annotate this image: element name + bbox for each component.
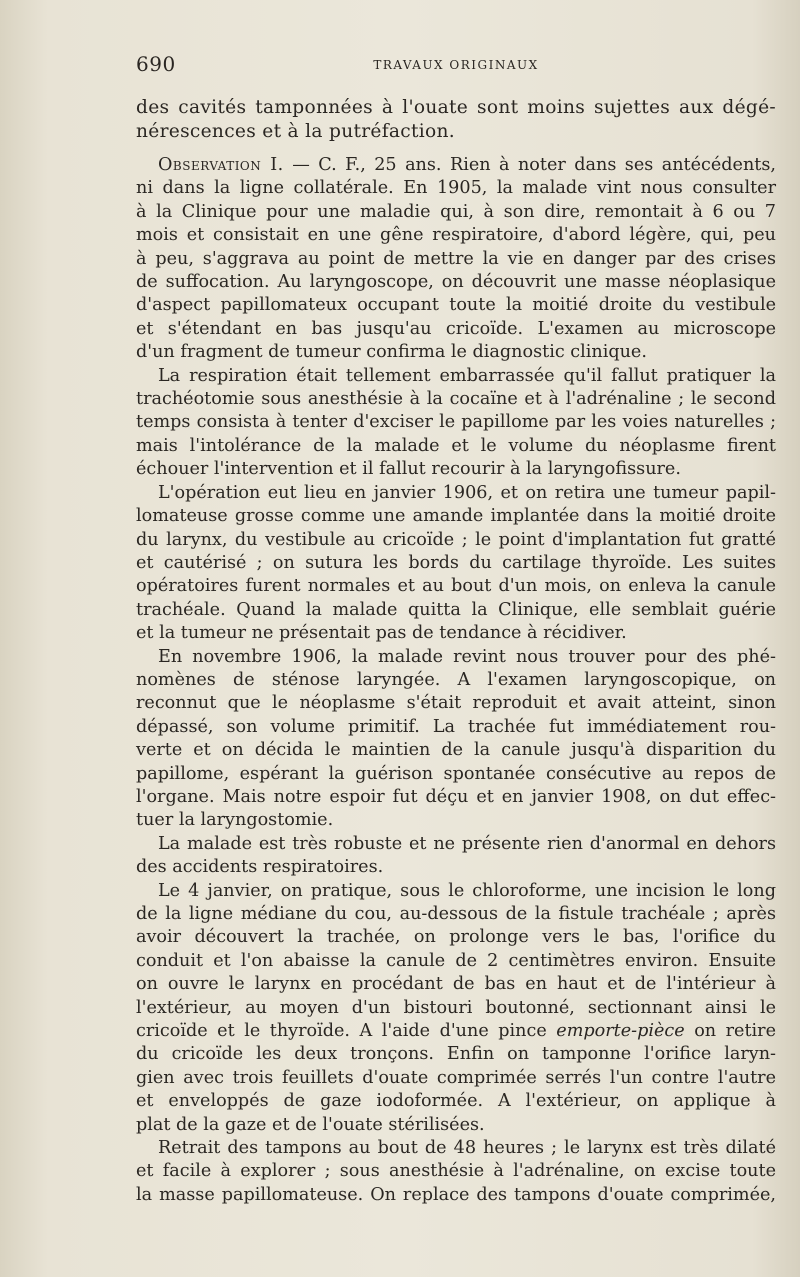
- text-line: des accidents respiratoires.: [136, 857, 384, 878]
- text-line: L'opération eut lieu en janvier 1906, et on retira une tumeur papil-: [158, 482, 776, 503]
- text-line: trachéotomie sous anesthésie à la cocaïne et à l'adrénaline ; le second: [136, 389, 776, 410]
- text-line: des cavités tamponnées à l'ouate sont moins sujettes aux dégé-: [136, 97, 776, 118]
- text-line: et cautérisé ; on sutura les bords du cartilage thyroïde. Les suites: [136, 552, 776, 573]
- text-line: et la tumeur ne présentait pas de tendance à récidiver.: [136, 623, 627, 644]
- text-line: [136, 1020, 776, 1043]
- text-line: et s'étendant en bas jusqu'au cricoïde. L'examen au microscope: [136, 318, 776, 339]
- text-line: verte et on décida le maintien de la canule jusqu'à disparition du: [136, 740, 776, 761]
- text-line: du larynx, du vestibule au cricoïde ; le point d'implantation fut gratté: [136, 529, 776, 550]
- page-body: [136, 96, 776, 1207]
- text-line: plat de la gaze et de l'ouate stérilisées.: [136, 1114, 485, 1135]
- text-line: l'organe. Mais notre espoir fut déçu et en janvier 1908, on dut effec-: [136, 786, 776, 807]
- running-title: TRAVAUX ORIGINAUX: [373, 58, 539, 72]
- text-line: échouer l'intervention et il fallut recourir à la laryngofissure.: [136, 459, 681, 480]
- text-line: et enveloppés de gaze iodoformée. A l'extérieur, on applique à: [136, 1091, 776, 1112]
- text-line: nérescences et à la putréfaction.: [136, 121, 456, 142]
- page-header: [136, 52, 776, 82]
- text-line: mais l'intolérance de la malade et le volume du néoplasme firent: [136, 435, 776, 456]
- text-line: dépassé, son volume primitif. La trachée fut immédiatement rou-: [136, 716, 776, 737]
- text-line: d'aspect papillomateux occupant toute la moitié droite du vestibule: [136, 295, 776, 316]
- text-line: ni dans la ligne collatérale. En 1905, la malade vint nous consulter: [136, 178, 776, 199]
- text-line: du cricoïde les deux tronçons. Enfin on tamponne l'orifice laryn-: [136, 1044, 776, 1065]
- text-line: opératoires furent normales et au bout d'un mois, on enleva la canule: [136, 576, 776, 597]
- text-span: cricoïde et le thyroïde. A l'aide d'une pince: [136, 1021, 557, 1042]
- text-line: gien avec trois feuillets d'ouate comprimée serrés l'un contre l'autre: [136, 1067, 776, 1088]
- text-line: lomateuse grosse comme une amande implantée dans la moitié droite: [136, 506, 776, 527]
- text-line: trachéale. Quand la malade quitta la Clinique, elle semblait guérie: [136, 599, 776, 620]
- text-line: temps consista à tenter d'exciser le papillome par les voies naturelles ;: [136, 412, 776, 433]
- text-line: La malade est très robuste et ne présente rien d'anormal en dehors: [158, 833, 776, 854]
- text-line: papillome, espérant la guérison spontanée consécutive au repos de: [136, 763, 776, 784]
- text-line: de la ligne médiane du cou, au-dessous de la fistule trachéale ; après: [136, 904, 776, 924]
- page-number: 690: [136, 52, 176, 76]
- text-line: à peu, s'aggrava au point de mettre la vie en danger par des crises: [136, 248, 776, 269]
- text-line: tuer la laryngostomie.: [136, 810, 334, 831]
- italic-term: emporte-pièce: [556, 1021, 685, 1042]
- text-line: d'un fragment de tumeur confirma le diagnostic clinique.: [136, 342, 647, 363]
- text-line: à la Clinique pour une maladie qui, à son dire, remontait à 6 ou 7: [136, 201, 776, 222]
- text-line: conduit et l'on abaisse la canule de 2 centimètres environ. Ensuite: [136, 950, 776, 971]
- text-line: Retrait des tampons au bout de 48 heures ; le larynx est très dilaté: [158, 1138, 776, 1159]
- text-line: La respiration était tellement embarrassée qu'il fallut pratiquer la: [158, 365, 776, 386]
- observation-label: Observation I.: [158, 155, 284, 175]
- text-span: on retire: [684, 1021, 776, 1042]
- text-line: l'extérieur, au moyen d'un bistouri boutonné, sectionnant ainsi le: [136, 997, 776, 1018]
- text-line: [136, 154, 776, 177]
- text-line: et facile à explorer ; sous anesthésie à l'adrénaline, on excise toute: [136, 1161, 776, 1182]
- text-line: En novembre 1906, la malade revint nous trouver pour des phé-: [158, 646, 776, 667]
- text-line: reconnut que le néoplasme s'était reproduit et avait atteint, sinon: [136, 693, 776, 714]
- text-line: la masse papillomateuse. On replace des tampons d'ouate comprimée,: [136, 1184, 776, 1205]
- text-line: mois et consistait en une gêne respiratoire, d'abord légère, qui, peu: [136, 225, 776, 246]
- text-line: de suffocation. Au laryngoscope, on découvrit une masse néoplasique: [136, 272, 776, 293]
- text-span: — C. F., 25 ans. Rien à noter dans ses antécédents,: [283, 155, 776, 175]
- text-line: Le 4 janvier, on pratique, sous le chloroforme, une incision le long: [158, 880, 776, 901]
- text-line: nomènes de sténose laryngée. A l'examen laryngoscopique, on: [136, 669, 776, 690]
- text-line: on ouvre le larynx en procédant de bas en haut et de l'intérieur à: [136, 974, 776, 995]
- text-line: avoir découvert la trachée, on prolonge vers le bas, l'orifice du: [136, 927, 776, 948]
